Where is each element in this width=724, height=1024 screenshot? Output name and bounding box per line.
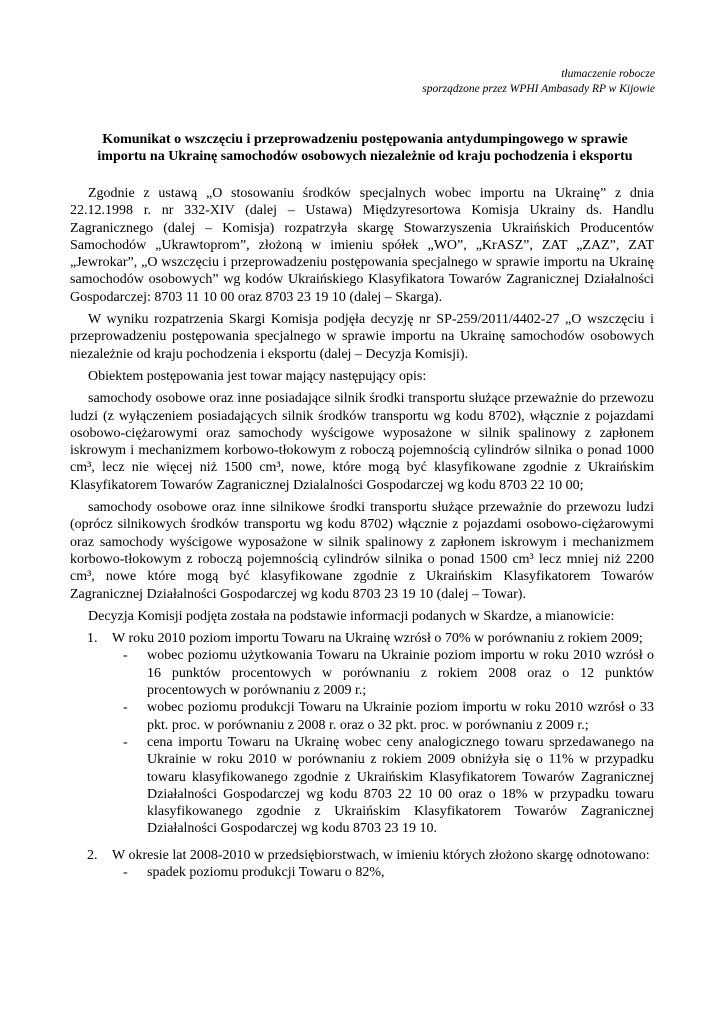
document-title: Komunikat o wszczęciu i przeprowadzeniu postępowania antydumpingowego w sprawie importu na Ukrainę samochodów osobowych niezależnie od kraju pochodzenia i eksportu [97,132,633,164]
translation-note-line-1: tłumaczenie robocze [561,68,655,80]
sub-list-item-text: wobec poziomu użytkowania Towaru na Ukrainie poziom importu w roku 2010 wzrósł o 16 punktów procentowych w porównaniu z rokiem 2008 oraz o 12 punktów procentowych w porównaniu z 2009 r.; [147,648,654,699]
sub-list-item [112,699,654,734]
paragraph-subject: Obiektem postępowania jest towar mający następujący opis: [88,368,427,384]
paragraph-product-description-2: samochody osobowe oraz inne silnikowe środki transportu służące przeważnie do przewozu ludzi (oprócz silnikowych środków transportu wg kodu 8702) włącznie z pojazdami osobowo-ciężarowymi oraz samochody wyścigowe wyposażone w silnik spalinowy z zapłonem iskrowym i mechanizmem korbowo-tłokowym z roboczą pojemnością cylindrów silnika o ponad 1500 cm³ lecz mniej niż 2200 cm³, nowe które mogą być klasyfikowane zgodnie z Ukraińskim Klasyfikatorem Towarów Zagranicznej Działalności Gospodarczej wg kodu 8703 23 19 10 (dalej – Towar). [70,500,654,602]
list-item-number: 2. [87,847,98,863]
paragraph-decision: W wyniku rozpatrzenia Skargi Komisja podjęła decyzję nr SP-259/2011/4402-27 „O wszczęciu i przeprowadzeniu postępowania specjalnego w sprawie importu na Ukrainę samochodów osobowych niezależnie od kraju pochodzenia i eksportu (dalej – Decyzja Komisji). [70,312,654,362]
dash-bullet: - [123,734,128,750]
list-item-text: W okresie lat 2008-2010 w przedsiębiorstwach, w imieniu których złożono skargę odnotowano: [112,847,650,863]
sub-list-item-text: cena importu Towaru na Ukrainę wobec ceny analogicznego towaru sprzedawanego na Ukrainie w roku 2010 w porównaniu z rokiem 2009 obniżyła się o 11% w przypadku towaru klasyfikowanego zgodnie z Ukraińskim Klasyfikatorem Towarów Zagranicznej Działalności Gospodarczej wg kodu 8703 22 10 00 oraz o 18% w przypadku towaru klasyfikowanego zgodnie z Ukraińskim Klasyfikatorem Towarów Zagranicznej Działalności Gospodarczej wg kodu 8703 23 19 10. [147,734,654,837]
dash-bullet: - [123,864,128,880]
translation-note-line-2: sporządzone przez WPHI Ambasady RP w Kijowie [422,83,655,95]
sub-list [112,647,654,837]
sub-list-item [112,864,654,881]
paragraph-legal-basis: Zgodnie z ustawą „O stosowaniu środków specjalnych wobec importu na Ukrainę” z dnia 22.12.1998 r. nr 332-XIV (dalej – Ustawa) Międzyresortowa Komisja Ukrainy ds. Handlu Zagranicznego (dalej – Komisja) rozpatrzyła skargę Stowarzyszenia Ukraińskich Producentów Samochodów „Ukrawtoprom”, złożoną w imieniu spółek „WO”, „KrASZ”, ZAT „ZAZ”, ZAT „Jewrokar”, „O wszczęciu i przeprowadzeniu postępowania specjalnego w sprawie importu na Ukrainę samochodów osobowych” wg kodów Ukraińskiego Klasyfikatora Towarów Zagranicznej Działalności Gospodarczej: 8703 11 10 00 oraz 8703 23 19 10 (dalej – Skarga). [70,186,654,305]
findings-list [70,630,654,881]
dash-bullet: - [123,648,128,664]
sub-list-item [112,647,654,699]
document-body [70,185,654,881]
sub-list [112,864,654,881]
sub-list-item-text: wobec poziomu produkcji Towaru na Ukrainie poziom importu w roku 2010 wzrósł o 33 pkt. proc. w porównaniu z 2008 r. oraz o 32 pkt. proc. w porównaniu z 2009 r.; [147,700,654,733]
translation-note [422,67,655,97]
sub-list-item [112,734,654,838]
list-item-text: W roku 2010 poziom importu Towaru na Ukrainę wzrósł o 70% w porównaniu z rokiem 2009; [112,631,643,647]
dash-bullet: - [123,700,128,716]
list-item [70,630,654,838]
list-item-number: 1. [87,631,98,647]
sub-list-item-text: spadek poziomu produkcji Towaru o 82%, [147,864,385,880]
list-item [70,847,654,882]
paragraph-product-description-1: samochody osobowe oraz inne posiadające silnik środki transportu służące przeważnie do przewozu ludzi (z wyłączeniem posiadających silnik środków transportu wg kodu 8702), włącznie z pojazdami osobowo-ciężarowymi oraz samochody wyścigowe wyposażone w silnik spalinowy z zapłonem iskrowym i mechanizmem korbowo-tłokowym z roboczą pojemnością cylindrów silnika o ponad 1000 cm³, lecz nie więcej niż 1500 cm³, nowe, które mogą być klasyfikowane zgodnie z Ukraińskim Klasyfikatorem Towarów Zagranicznej Dzialalności Gospodarczej wg kodu 8703 22 10 00; [70,391,654,493]
paragraph-basis: Decyzja Komisji podjęta została na podstawie informacji podanych w Skardze, a mianowicie: [88,608,615,624]
